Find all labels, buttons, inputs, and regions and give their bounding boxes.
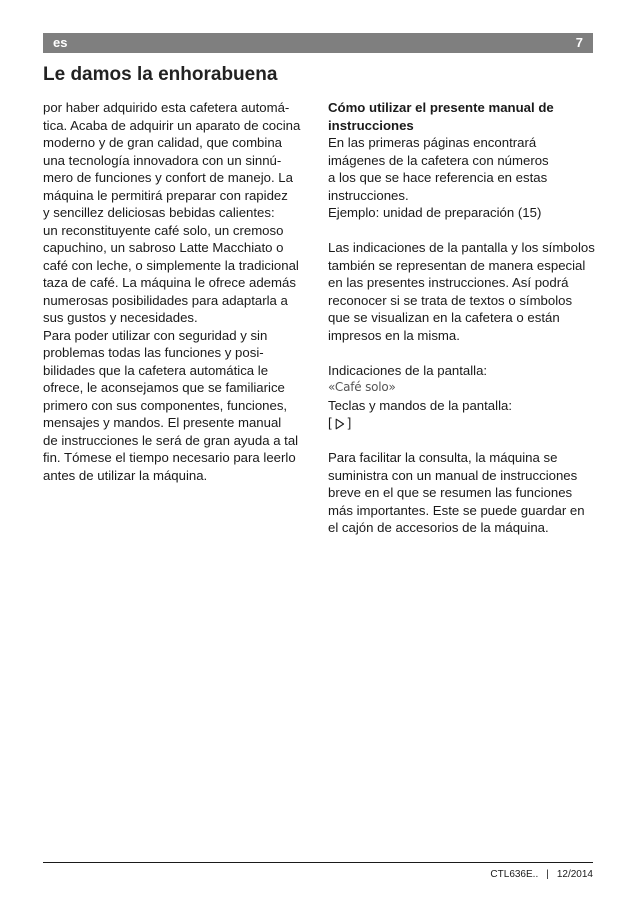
paragraph-gap	[328, 222, 600, 240]
body-line: taza de café. La máquina le ofrece además	[43, 275, 296, 290]
body-line: que se visualizan en la cafetera o están	[328, 310, 560, 325]
body-line: en las presentes instrucciones. Así podrá	[328, 275, 569, 290]
body-line: y sencillez deliciosas bebidas calientes:	[43, 205, 275, 220]
body-line: café con leche, o simplemente la tradicional	[43, 257, 299, 273]
language-code: es	[53, 35, 68, 50]
model-number: CTL636E..	[490, 869, 539, 880]
left-column	[43, 99, 318, 484]
body-line: primero con sus componentes, funciones,	[43, 397, 288, 413]
edition-date: 12/2014	[556, 869, 593, 880]
body-line: máquina le permitirá preparar con rapidez	[43, 187, 288, 203]
body-line: problemas todas las funciones y posi-	[43, 345, 264, 360]
display-example: «Café solo»	[328, 380, 396, 394]
body-line: impresos en la misma.	[328, 327, 460, 343]
section-heading: instrucciones	[328, 117, 414, 133]
body-line: mero de funciones y confort de manejo. La	[43, 170, 293, 185]
keys-label: Teclas y mandos de la pantalla:	[328, 397, 512, 413]
body-line: también se representan de manera especial	[328, 257, 586, 273]
body-line: Las indicaciones de la pantalla y los símbolos	[328, 240, 595, 255]
body-line: a los que se hace referencia en estas	[328, 170, 548, 185]
body-line: mensajes y mandos. El presente manual	[43, 415, 282, 430]
body-line: breve en el que se resumen las funciones	[328, 485, 573, 500]
bracket-close: ]	[347, 415, 352, 430]
footer-rule	[43, 862, 593, 863]
body-line: Para facilitar la consulta, la máquina se	[328, 450, 558, 465]
body-line: instrucciones.	[328, 187, 409, 203]
bracket-open: [	[328, 415, 332, 430]
body-line: capuchino, un sabroso Latte Macchiato o	[43, 240, 284, 255]
footer	[490, 869, 593, 880]
paragraph-gap	[328, 344, 600, 362]
play-icon	[335, 417, 345, 429]
body-line: por haber adquirido esta cafetera automá-	[43, 100, 290, 115]
page-title: Le damos la enhorabuena	[43, 64, 278, 85]
body-line: ofrece, le aconsejamos que se familiarice	[43, 380, 285, 395]
body-line: imágenes de la cafetera con números	[328, 152, 549, 168]
section-heading: Cómo utilizar el presente manual de	[328, 100, 554, 115]
body-line: de instrucciones le será de gran ayuda a tal	[43, 432, 299, 448]
page-number: 7	[575, 35, 583, 50]
body-line: fin. Tómese el tiempo necesario para leerlo	[43, 450, 296, 465]
body-line: En las primeras páginas encontrará	[328, 135, 537, 150]
body-line: una tecnología innovadora con un sinnú-	[43, 152, 282, 168]
body-line: tica. Acaba de adquirir un aparato de cocina	[43, 117, 301, 133]
right-column	[328, 99, 600, 537]
body-line: bilidades que la cafetera automática le	[43, 362, 269, 378]
body-line: un reconstituyente café solo, un cremoso	[43, 222, 284, 238]
display-label: Indicaciones de la pantalla:	[328, 362, 488, 378]
body-line: reconocer si se trata de textos o símbolos	[328, 292, 573, 308]
key-example	[328, 414, 351, 432]
body-line: Para poder utilizar con seguridad y sin	[43, 327, 268, 343]
body-line: moderno y de gran calidad, que combina	[43, 135, 282, 150]
body-line: antes de utilizar la máquina.	[43, 467, 208, 483]
body-line: numerosas posibilidades para adaptarla a	[43, 292, 288, 308]
body-line: más importantes. Este se puede guardar en	[328, 502, 585, 518]
body-line: Ejemplo: unidad de preparación (15)	[328, 205, 542, 220]
body-line: sus gustos y necesidades.	[43, 310, 198, 325]
body-line: el cajón de accesorios de la máquina.	[328, 520, 549, 535]
footer-separator: |	[546, 869, 549, 880]
header-bar	[43, 33, 593, 53]
body-line: suministra con un manual de instrucciones	[328, 467, 578, 483]
paragraph-gap	[328, 432, 600, 450]
